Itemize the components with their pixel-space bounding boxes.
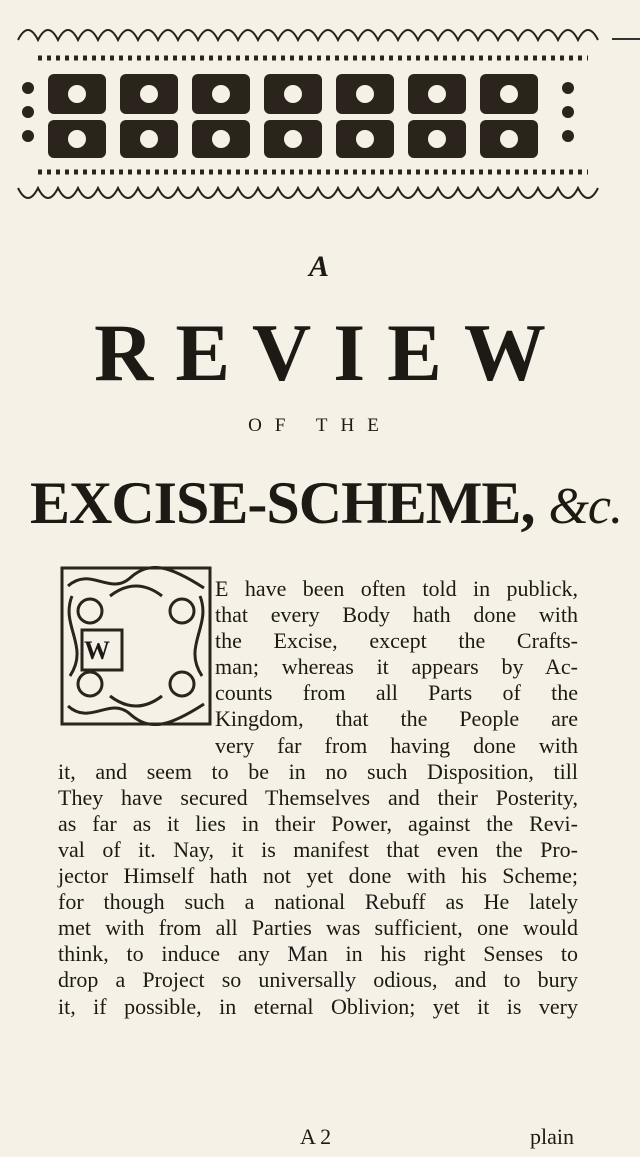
text-line: They have secured Themselves and their Posterity, [58, 784, 578, 810]
text-line: it, and seem to be in no such Disposition, till [58, 758, 578, 784]
text-line: man; whereas it appears by Ac- [215, 654, 578, 680]
title-article: A [308, 250, 331, 283]
text-line: counts from all Parts of the [215, 680, 578, 706]
text-line: think, to induce any Man in his right Senses to [58, 941, 578, 967]
text-line: val of it. Nay, it is manifest that even the Pro- [58, 836, 578, 862]
title-review: REVIEW [94, 307, 568, 398]
title-etc: &c. [548, 478, 622, 535]
text-line: jector Himself hath not yet done with his Scheme; [58, 863, 578, 889]
text-line: that every Body hath done with [215, 602, 578, 628]
text-line: it, if possible, in eternal Oblivion; yet it is very [58, 993, 578, 1019]
text-line: met with from all Parties was sufficient, one would [58, 915, 578, 941]
body-paragraph [58, 576, 578, 1020]
drop-cap-letter: W [84, 636, 110, 665]
text-line: Kingdom, that the People are [215, 706, 578, 732]
text-line: the Excise, except the Crafts- [215, 628, 578, 654]
text-line: E have been often told in publick, [215, 576, 578, 601]
title-excise: EXCISE-SCHEME, [30, 470, 535, 536]
headpiece-ornament [8, 8, 612, 218]
text-line: as far as it lies in their Power, against the Revi- [58, 810, 578, 836]
catchword: plain [530, 1124, 574, 1149]
signature-mark: A 2 [300, 1124, 332, 1149]
text-line: for though such a national Rebuff as He lately [58, 889, 578, 915]
text-line: very far from having done with [215, 732, 578, 758]
title-excise-scheme [30, 470, 620, 540]
page-edge-mark [612, 38, 640, 40]
text-line: drop a Project so universally odious, and to bury [58, 967, 578, 993]
title-of-the: OF THE [248, 415, 392, 436]
